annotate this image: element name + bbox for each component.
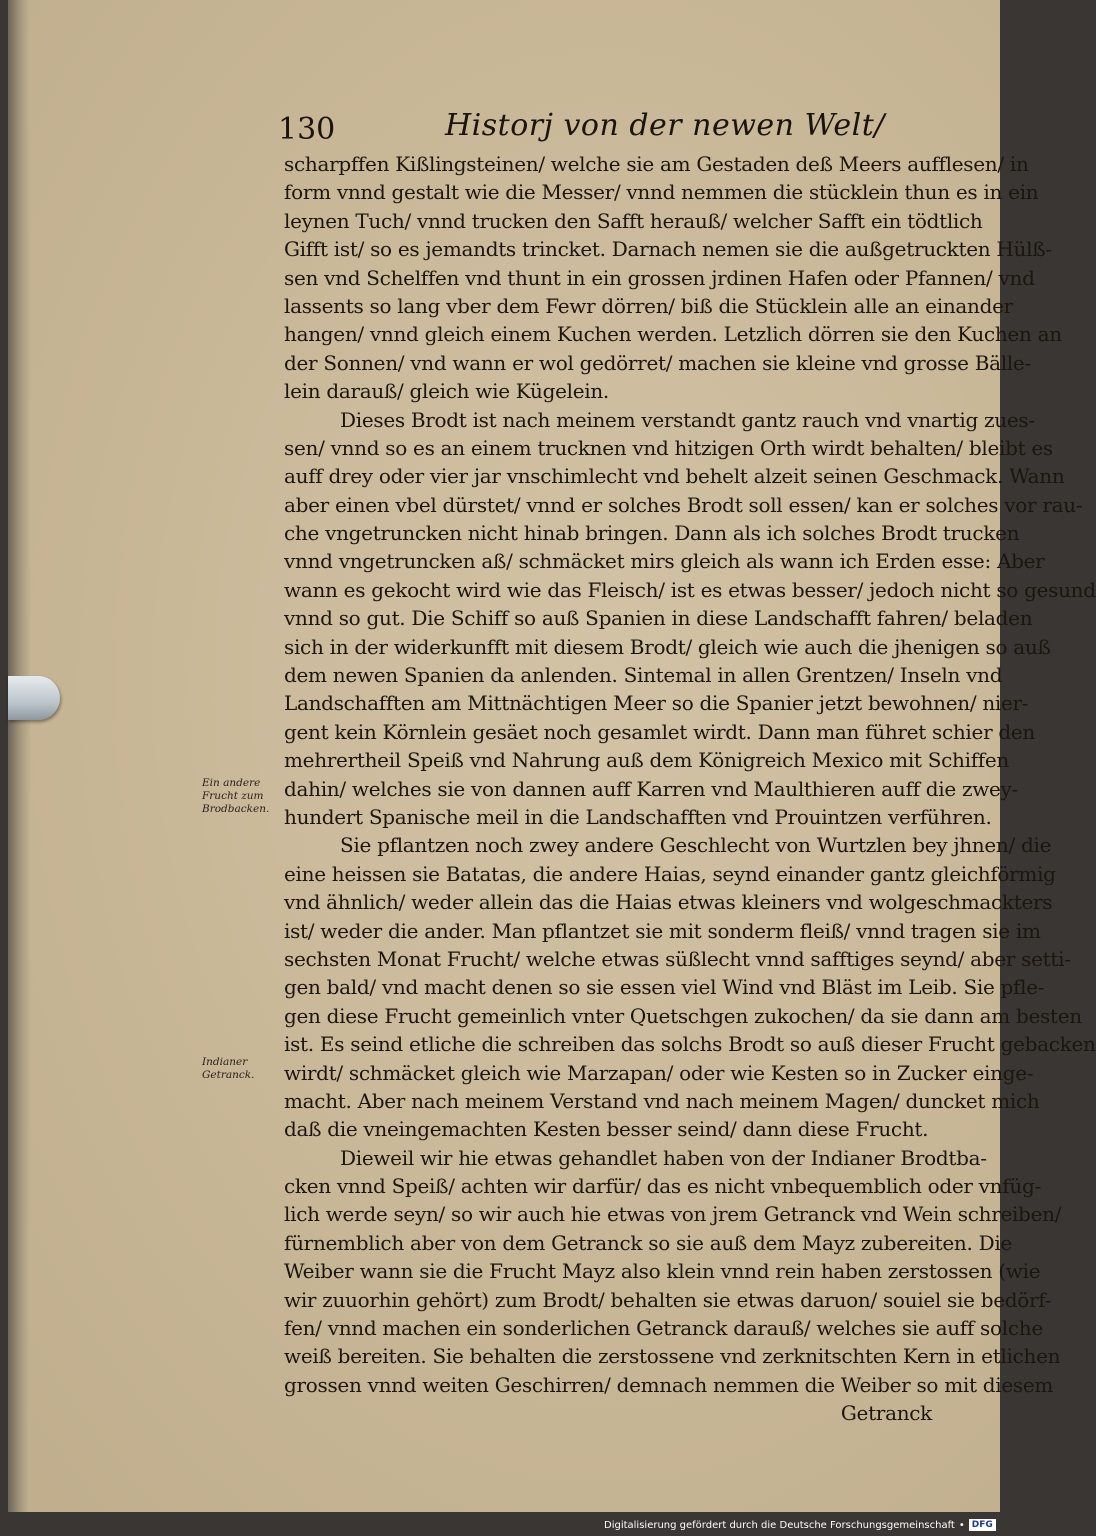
- text-line: hundert Spanische meil in die Landschafften vnd Prouintzen verführen.: [284, 804, 992, 829]
- text-line: leynen Tuch/ vnnd trucken den Safft herauß/ welcher Safft ein tödtlich: [284, 208, 983, 233]
- text-line: wirdt/ schmäcket gleich wie Marzapan/ oder wie Kesten so in Zucker einge-: [284, 1060, 1034, 1085]
- catchword: Getranck: [840, 1401, 932, 1426]
- text-line: lassents so lang vber dem Fewr dörren/ biß die Stücklein alle an einander: [284, 293, 1013, 318]
- text-line: cken vnnd Speiß/ achten wir darfür/ das es nicht vnbequemblich oder vnfüg-: [284, 1174, 1041, 1199]
- text-line: Gifft ist/ so es jemandts trincket. Darnach nemen sie die außgetruckten Hülß-: [284, 237, 1052, 262]
- dfg-logo: DFG: [969, 1519, 996, 1531]
- text-line: lich werde seyn/ so wir auch hie etwas von jrem Getranck vnd Wein schreiben/: [284, 1202, 1062, 1227]
- paragraph-start-line: Dieweil wir hie etwas gehandlet haben von der Indianer Brodtba-: [340, 1145, 987, 1170]
- text-line: eine heissen sie Batatas, die andere Haias, seynd einander gantz gleichförmig: [284, 861, 1056, 886]
- running-headline: Historj von der newen Welt/: [445, 108, 885, 143]
- margin-note: Indianer Getranck.: [202, 1056, 255, 1081]
- text-line: gen diese Frucht gemeinlich vnter Quetschgen zukochen/ da sie dann am besten: [284, 1003, 1082, 1028]
- text-line: fen/ vnnd machen ein sonderlichen Getranck darauß/ welches sie auff solche: [284, 1316, 1043, 1341]
- text-line: dahin/ welches sie von dannen auff Karren vnd Maulthieren auff die zwey-: [284, 776, 1019, 801]
- text-line: daß die vneingemachten Kesten besser seind/ dann diese Frucht.: [284, 1117, 929, 1142]
- text-line: ist/ weder die ander. Man pflantzet sie mit sonderm fleiß/ vnnd tragen sie im: [284, 918, 1041, 943]
- text-line: hangen/ vnnd gleich einem Kuchen werden. Letzlich dörren sie den Kuchen an: [284, 322, 1062, 347]
- book-page: [8, 0, 1096, 1512]
- text-line: fürnemblich aber von dem Getranck so sie auß dem Mayz zubereiten. Die: [284, 1230, 1012, 1255]
- text-line: sechsten Monat Frucht/ welche etwas süßlecht vnnd safftiges seynd/ aber setti-: [284, 946, 1071, 971]
- text-line: wir zuuorhin gehört) zum Brodt/ behalten sie etwas daruon/ souiel sie bedörf-: [284, 1287, 1052, 1312]
- text-line: dem newen Spanien da anlenden. Sintemal in allen Grentzen/ Inseln vnd: [284, 663, 1003, 688]
- paragraph-start-line: Dieses Brodt ist nach meinem verstandt gantz rauch vnd vnartig zues-: [340, 407, 1035, 432]
- text-line: auff drey oder vier jar vnschimlecht vnd behelt alzeit seinen Geschmack. Wann: [284, 464, 1065, 489]
- margin-note: Ein andere Frucht zum Brodbacken.: [202, 777, 270, 815]
- text-line: sich in der widerkunfft mit diesem Brodt/ gleich wie auch die jhenigen so auß: [284, 634, 1051, 659]
- text-line: lein darauß/ gleich wie Kügelein.: [284, 379, 609, 404]
- paragraph-start-line: Sie pflantzen noch zwey andere Geschlecht von Wurtzlen bey jhnen/ die: [340, 833, 1052, 858]
- text-line: weiß bereiten. Sie behalten die zerstossene vnd zerknitschten Kern in etlichen: [284, 1344, 1061, 1369]
- text-line: mehrertheil Speiß vnd Nahrung auß dem Königreich Mexico mit Schiffen: [284, 748, 1010, 773]
- text-line: sen/ vnnd so es an einem trucknen vnd hitzigen Orth wirdt behalten/ bleibt es: [284, 435, 1053, 460]
- text-line: che vngetruncken nicht hinab bringen. Dann als ich solches Brodt trucken: [284, 521, 1020, 546]
- text-line: wann es gekocht wird wie das Fleisch/ ist es etwas besser/ jedoch nicht so gesund: [284, 577, 1096, 602]
- text-line: gent kein Körnlein gesäet noch gesamlet wirdt. Dann man führet schier den: [284, 719, 1036, 744]
- text-line: aber einen vbel dürstet/ vnnd er solches Brodt soll essen/ kan er solches vor rau-: [284, 492, 1083, 517]
- main-text: [284, 150, 1096, 1428]
- text-line: gen bald/ vnd macht denen so sie essen viel Wind vnd Bläst im Leib. Sie pfle-: [284, 975, 1045, 1000]
- text-line: der Sonnen/ vnd wann er wol gedörret/ machen sie kleine vnd grosse Bälle-: [284, 350, 1031, 375]
- funding-credit-text: Digitalisierung gefördert durch die Deutsche Forschungsgemeinschaft: [604, 1519, 955, 1531]
- text-line: sen vnd Schelffen vnd thunt in ein grossen jrdinen Hafen oder Pfannen/ vnd: [284, 265, 1035, 290]
- text-line: vnd ähnlich/ weder allein das die Haias etwas kleiners vnd wolgeschmackters: [284, 890, 1053, 915]
- page-gutter: [8, 0, 30, 1512]
- text-line: vnnd vngetruncken aß/ schmäcket mirs gleich als wann ich Erden esse: Aber: [284, 549, 1045, 574]
- page-number: 130: [278, 112, 336, 147]
- text-line: macht. Aber nach meinem Verstand vnd nach meinem Magen/ duncket mich: [284, 1088, 1040, 1113]
- text-line: form vnnd gestalt wie die Messer/ vnnd nemmen die stücklein thun es in ein: [284, 180, 1039, 205]
- text-line: vnnd so gut. Die Schiff so auß Spanien in diese Landschafft fahren/ beladen: [284, 606, 1033, 631]
- text-line: ist. Es seind etliche die schreiben das solchs Brodt so auß dieser Frucht gebacken: [284, 1032, 1096, 1057]
- text-line: Landschafften am Mittnächtigen Meer so die Spanier jetzt bewohnen/ nier-: [284, 691, 1029, 716]
- text-line: grossen vnnd weiten Geschirren/ demnach nemmen die Weiber so mit diesem: [284, 1372, 1054, 1397]
- funding-credit: [604, 1519, 994, 1531]
- separator-dot: •: [958, 1519, 965, 1531]
- text-line: scharpffen Kißlingsteinen/ welche sie am Gestaden deß Meers aufflesen/ in: [284, 152, 1029, 176]
- text-line: Weiber wann sie die Frucht Mayz also klein vnnd rein haben zerstossen (wie: [284, 1259, 1041, 1284]
- page-clip: [8, 676, 60, 720]
